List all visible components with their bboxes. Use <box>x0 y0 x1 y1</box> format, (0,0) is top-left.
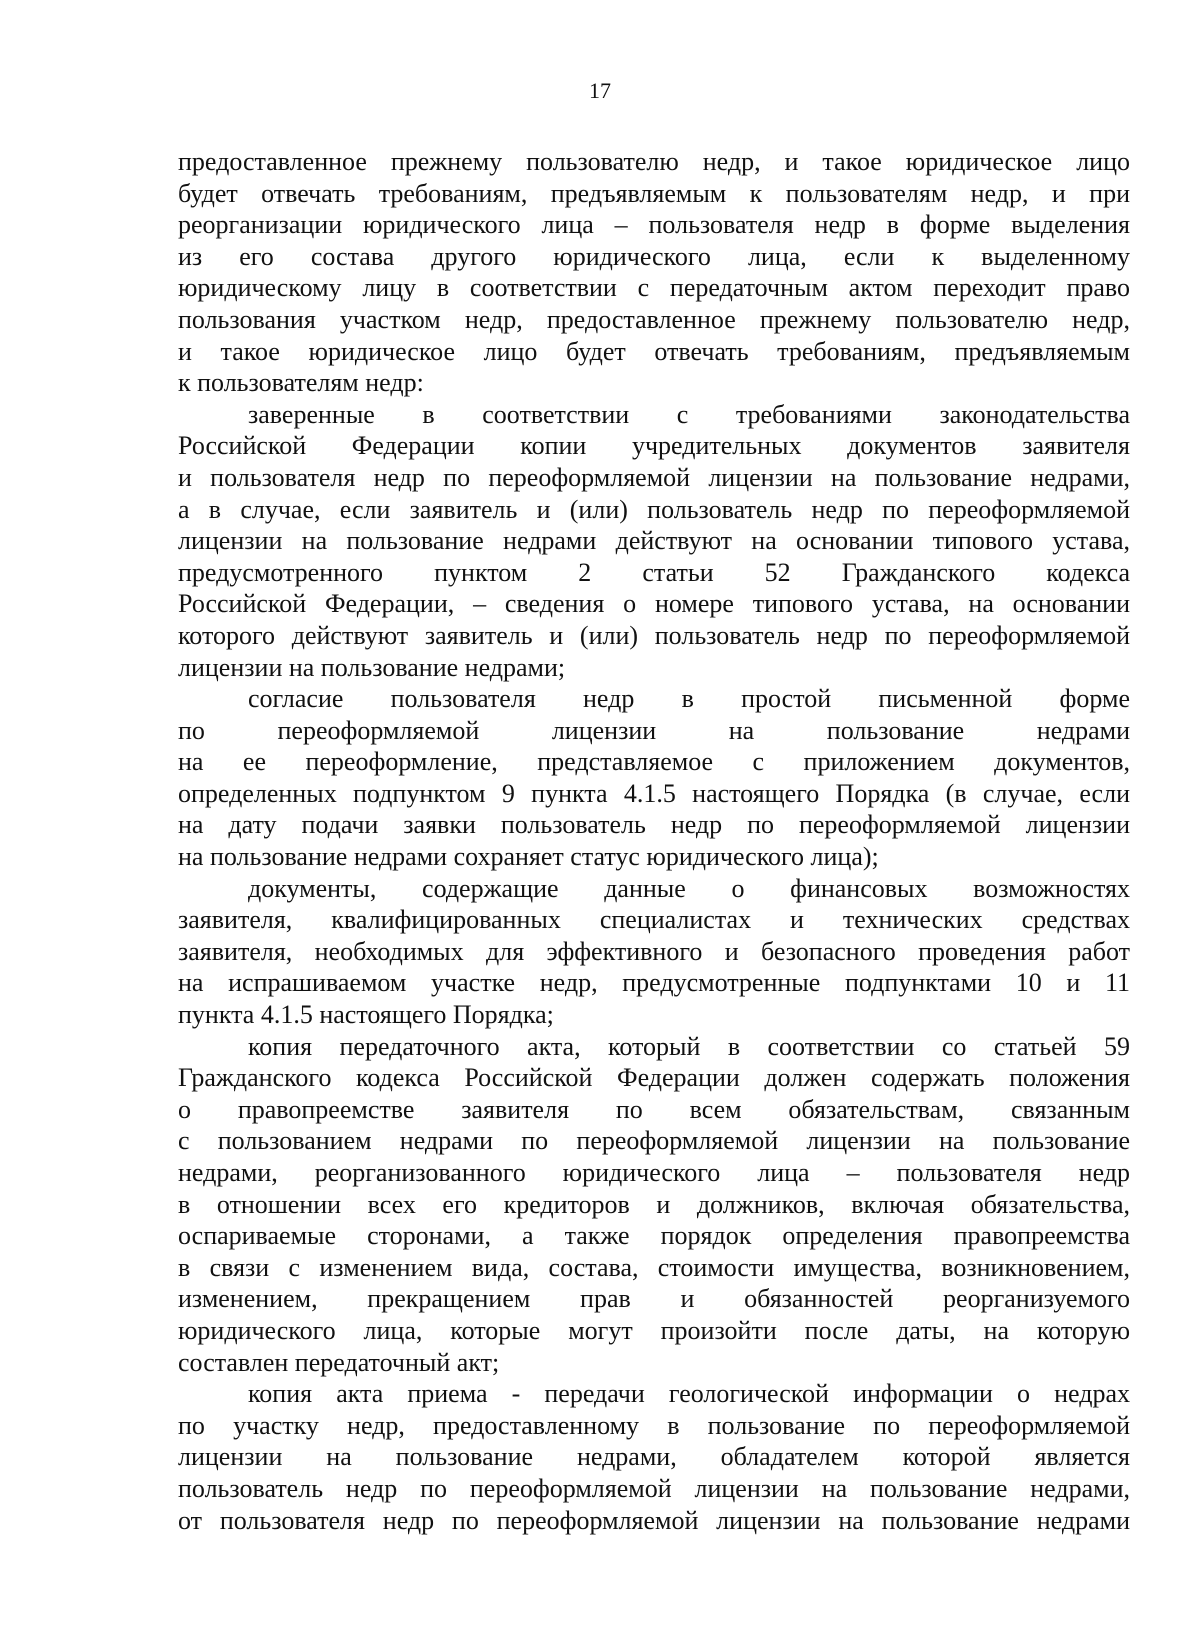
text-line: лицензии на пользование недрами, обладателем которой является <box>178 1442 1130 1472</box>
text-line: оспариваемые сторонами, а также порядок определения правопреемства <box>178 1221 1130 1251</box>
text-line: изменением, прекращением прав и обязанностей реорганизуемого <box>178 1284 1130 1314</box>
text-line: лицензии на пользование недрами действуют на основании типового устава, <box>178 526 1130 556</box>
text-line: определенных подпунктом 9 пункта 4.1.5 настоящего Порядка (в случае, если <box>178 778 1130 808</box>
text-line: о правопреемстве заявителя по всем обязательствам, связанным <box>178 1094 1130 1124</box>
text-line: с пользованием недрами по переоформляемой лицензии на пользование <box>178 1126 1130 1156</box>
text-line: Гражданского кодекса Российской Федерации должен содержать положения <box>178 1063 1130 1093</box>
text-line: которого действуют заявитель и (или) пользователь недр по переоформляемой <box>178 620 1130 650</box>
text-line: пользования участком недр, предоставленное прежнему пользователю недр, <box>178 304 1130 334</box>
text-line: а в случае, если заявитель и (или) пользователь недр по переоформляемой <box>178 494 1130 524</box>
text-line: документы, содержащие данные о финансовых возможностях <box>248 873 1130 903</box>
text-line: юридическому лицу в соответствии с передаточным актом переходит право <box>178 273 1130 303</box>
text-line: пункта 4.1.5 настоящего Порядка; <box>178 1000 554 1030</box>
text-line: по переоформляемой лицензии на пользование недрами <box>178 715 1130 745</box>
paragraph <box>178 399 1130 683</box>
text-line: в отношении всех его кредиторов и должников, включая обязательства, <box>178 1189 1130 1219</box>
text-line: на испрашиваемом участке недр, предусмотренные подпунктами 10 и 11 <box>178 968 1130 998</box>
text-line: и такое юридическое лицо будет отвечать требованиям, предъявляемым <box>178 336 1130 366</box>
text-line: на пользование недрами сохраняет статус юридического лица); <box>178 842 879 872</box>
text-line: согласие пользователя недр в простой письменной форме <box>248 684 1130 714</box>
text-line: предоставленное прежнему пользователю недр, и такое юридическое лицо <box>178 147 1130 176</box>
text-line: от пользователя недр по переоформляемой лицензии на пользование недрами <box>178 1505 1130 1535</box>
text-line: копия акта приема - передачи геологической информации о недрах <box>248 1379 1130 1409</box>
paragraph <box>178 873 1130 1031</box>
text-line: предусмотренного пунктом 2 статьи 52 Гражданского кодекса <box>178 557 1130 587</box>
page-number: 17 <box>589 78 611 103</box>
paragraph <box>178 146 1130 399</box>
text-line: по участку недр, предоставленному в пользование по переоформляемой <box>178 1410 1130 1440</box>
text-line: юридического лица, которые могут произойти после даты, на которую <box>178 1315 1130 1345</box>
document-body <box>178 146 1130 1536</box>
text-line: лицензии на пользование недрами; <box>178 652 566 682</box>
text-line: к пользователям недр: <box>178 368 424 398</box>
text-line: в связи с изменением вида, состава, стоимости имущества, возникновением, <box>178 1252 1130 1282</box>
text-line: пользователь недр по переоформляемой лицензии на пользование недрами, <box>178 1473 1130 1503</box>
text-line: на ее переоформление, представляемое с приложением документов, <box>178 747 1130 777</box>
text-line: Российской Федерации, – сведения о номере типового устава, на основании <box>178 589 1130 619</box>
paragraph <box>178 1031 1130 1379</box>
text-line: заверенные в соответствии с требованиями законодательства <box>248 399 1130 429</box>
text-line: составлен передаточный акт; <box>178 1347 500 1377</box>
paragraph <box>178 1378 1130 1536</box>
text-line: будет отвечать требованиям, предъявляемым к пользователям недр, и при <box>178 178 1130 208</box>
text-line: реорганизации юридического лица – пользователя недр в форме выделения <box>178 210 1130 240</box>
text-line: на дату подачи заявки пользователь недр по переоформляемой лицензии <box>178 810 1130 840</box>
text-line: из его состава другого юридического лица, если к выделенному <box>178 241 1130 271</box>
text-line: заявителя, квалифицированных специалистах и технических средствах <box>178 905 1130 935</box>
text-line: заявителя, необходимых для эффективного и безопасного проведения работ <box>178 936 1130 966</box>
text-line: Российской Федерации копии учредительных документов заявителя <box>178 431 1130 461</box>
paragraph <box>178 683 1130 873</box>
text-line: копия передаточного акта, который в соответствии со статьей 59 <box>248 1031 1130 1061</box>
text-line: и пользователя недр по переоформляемой лицензии на пользование недрами, <box>178 462 1130 492</box>
text-line: недрами, реорганизованного юридического лица – пользователя недр <box>178 1158 1130 1187</box>
